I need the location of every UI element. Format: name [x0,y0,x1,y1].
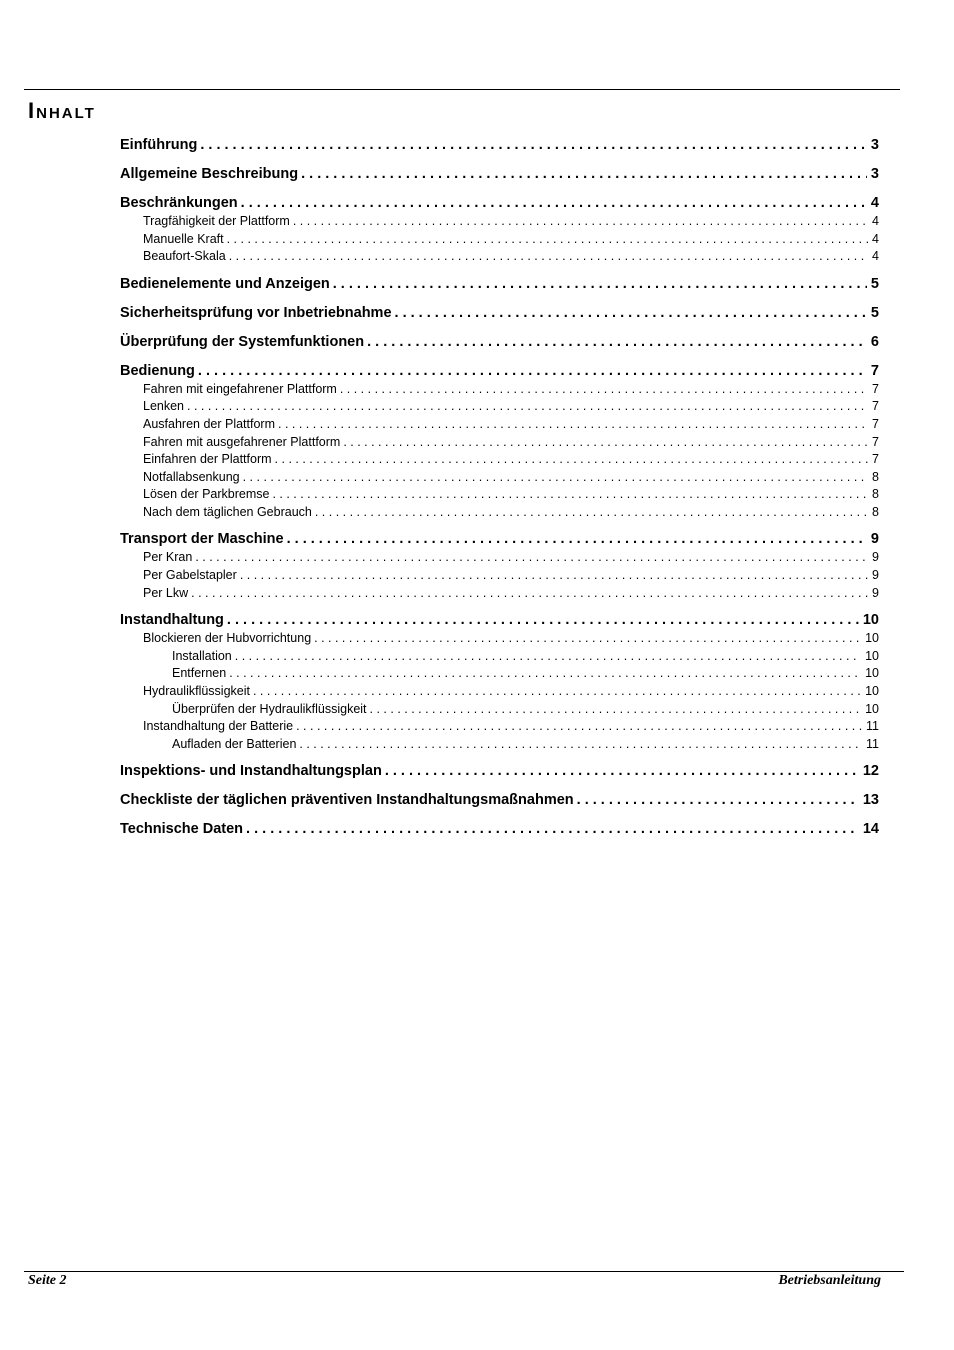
toc-entry[interactable] [120,362,879,380]
toc-entry-page: 10 [865,666,879,681]
toc-leader-dots [191,585,868,601]
toc-leader-dots [272,486,868,502]
toc-entry[interactable] [120,136,879,154]
toc-entry-label: Instandhaltung der Batterie [143,719,294,734]
toc-entry-label: Instandhaltung [120,612,224,629]
toc-entry-page: 7 [872,452,879,467]
toc-entry-page: 6 [870,333,879,350]
toc-entry-page: 12 [862,763,879,780]
toc-entry-page: 8 [872,469,879,484]
toc-entry-label: Fahren mit ausgefahrener Plattform [143,434,341,449]
toc-leader-dots [275,451,869,467]
toc-subentry[interactable] [120,486,879,502]
toc-entry-label: Per Gabelstapler [143,568,237,582]
toc-entry-page: 3 [870,166,879,182]
toc-entry-page: 5 [870,275,879,292]
toc-entry-page: 4 [872,249,879,264]
toc-subentry[interactable] [120,718,879,734]
toc-entry-page: 5 [870,304,879,321]
toc-leader-dots [229,665,861,681]
toc-leader-dots [385,762,859,780]
toc-entry-label: Bedienung [120,362,195,379]
toc-leader-dots [246,820,859,838]
toc-entry-page: 10 [865,701,879,716]
toc-entry-label: Transport der Maschine [120,531,284,548]
toc-entry-label: Einführung [120,137,198,153]
toc-entry-page: 9 [872,550,879,565]
toc-entry[interactable] [120,820,879,838]
toc-entry-page: 10 [865,648,879,663]
toc-subentry[interactable] [120,451,879,467]
toc-entry-label: Ausfahren der Plattform [143,416,276,431]
toc-entry-label: Notfallabsenkung [143,469,240,484]
toc-entry-label: Sicherheitsprüfung vor Inbetriebnahme [120,304,392,321]
toc-leader-dots [299,736,862,752]
toc-leader-dots [370,701,862,717]
toc-entry-page: 13 [862,792,879,809]
toc-entry-page: 10 [862,612,879,629]
toc-entry[interactable] [120,194,879,212]
toc-leader-dots [198,362,867,380]
toc-entry-label: Überprüfung der Systemfunktionen [120,333,365,350]
toc-subentry[interactable] [120,736,879,752]
toc-leader-dots [343,434,868,450]
toc-entry-page: 4 [872,214,879,228]
toc-leader-dots [241,194,867,212]
toc-leader-dots [367,333,867,351]
toc-entry-label: Per Lkw [143,585,189,600]
page-title: Inhalt [28,98,96,123]
toc-entry-label: Installation [172,648,232,663]
toc-entry-label: Lösen der Parkbremse [143,487,270,502]
toc-leader-dots [340,381,868,397]
toc-entry[interactable] [120,165,879,183]
toc-subentry[interactable] [120,549,879,565]
toc-leader-dots [200,136,867,154]
toc-subentry[interactable] [120,398,879,414]
toc-leader-dots [296,718,862,734]
toc-entry-page: 4 [872,231,879,246]
toc-entry-page: 3 [870,137,879,153]
toc-entry-label: Allgemeine Beschreibung [120,166,299,182]
toc-entry-page: 10 [865,631,879,646]
toc-leader-dots [333,275,867,293]
toc-leader-dots [187,398,868,414]
toc-entry[interactable] [120,762,879,780]
toc-leader-dots [293,213,868,229]
toc-entry-page: 9 [872,568,879,582]
toc-leader-dots [253,683,861,699]
toc-subentry[interactable] [120,665,879,681]
toc-entry-page: 8 [872,504,879,519]
toc-entry-label: Checkliste der täglichen präventiven Instandhaltungsmaßnahmen [120,792,574,809]
toc-entry[interactable] [120,530,879,548]
toc-entry-label: Einfahren der Plattform [143,452,272,467]
toc-subentry[interactable] [120,648,879,664]
toc-subentry[interactable] [120,248,879,264]
toc-leader-dots [243,469,868,485]
toc-entry-page: 11 [866,736,879,751]
toc-entry-page: 11 [866,719,879,734]
toc-entry-label: Überprüfen der Hydraulikflüssigkeit [172,701,367,716]
toc-entry-label: Technische Daten [120,821,244,838]
toc-subentry[interactable] [120,416,879,432]
toc-entry-label: Beschränkungen [120,195,238,211]
toc-leader-dots [315,504,868,520]
toc-entry-label: Inspektions- und Instandhaltungsplan [120,763,382,780]
toc-entry-label: Hydraulikflüssigkeit [143,683,250,698]
footer-document-title: Betriebsanleitung [778,1273,881,1288]
toc-entry-page: 7 [870,362,879,379]
toc-subentry[interactable] [120,630,879,646]
toc-entry-label: Bedienelemente und Anzeigen [120,275,330,292]
toc-entry[interactable] [120,275,879,293]
toc-entry-label: Nach dem täglichen Gebrauch [143,504,312,519]
toc-entry-page: 7 [872,434,879,449]
toc-leader-dots [235,648,861,664]
toc-entry-label: Fahren mit eingefahrener Plattform [143,381,337,396]
toc-entry-page: 7 [872,381,879,396]
toc-subentry[interactable] [120,381,879,397]
toc-entry-page: 9 [870,531,879,548]
toc-entry-page: 10 [865,683,879,698]
toc-leader-dots [195,549,868,565]
toc-subentry[interactable] [120,701,879,717]
toc-leader-dots [395,304,867,322]
toc-leader-dots [240,567,868,583]
toc-entry-label: Lenken [143,399,185,414]
toc-entry-label: Entfernen [172,666,227,681]
toc-entry-label: Blockieren der Hubvorrichtung [143,631,312,646]
toc-subentry[interactable] [120,567,879,583]
toc-subentry[interactable] [120,469,879,485]
toc-entry-label: Per Kran [143,550,193,565]
toc-entry-page: 7 [872,416,879,431]
toc-entry[interactable] [120,333,879,351]
toc-subentry[interactable] [120,504,879,520]
toc-entry-page: 4 [870,195,879,211]
toc-leader-dots [301,165,867,183]
toc-subentry[interactable] [120,585,879,601]
toc-entry[interactable] [120,791,879,809]
toc-entry-page: 14 [862,821,879,838]
toc-leader-dots [278,416,868,432]
toc-entry-page: 9 [872,585,879,600]
footer-page-number: Seite 2 [28,1273,67,1288]
toc-entry-page: 7 [872,399,879,414]
footer-rule [24,1271,904,1272]
toc-entry-label: Beaufort-Skala [143,249,226,264]
toc-entry-label: Tragfähigkeit der Plattform [143,214,290,228]
toc-subentry[interactable] [120,213,879,229]
toc-leader-dots [227,611,859,629]
toc-leader-dots [229,248,868,264]
toc-subentry[interactable] [120,231,879,247]
toc-leader-dots [314,630,861,646]
toc-entry-page: 8 [872,487,879,502]
toc-leader-dots [287,530,867,548]
toc-entry-label: Aufladen der Batterien [172,736,297,751]
toc-entry-label: Manuelle Kraft [143,231,224,246]
toc-subentry[interactable] [120,434,879,450]
header-rule [24,89,900,90]
toc-entry[interactable] [120,304,879,322]
toc-subentry[interactable] [120,683,879,699]
toc-leader-dots [577,791,859,809]
toc-entry[interactable] [120,611,879,629]
toc-leader-dots [227,231,868,247]
